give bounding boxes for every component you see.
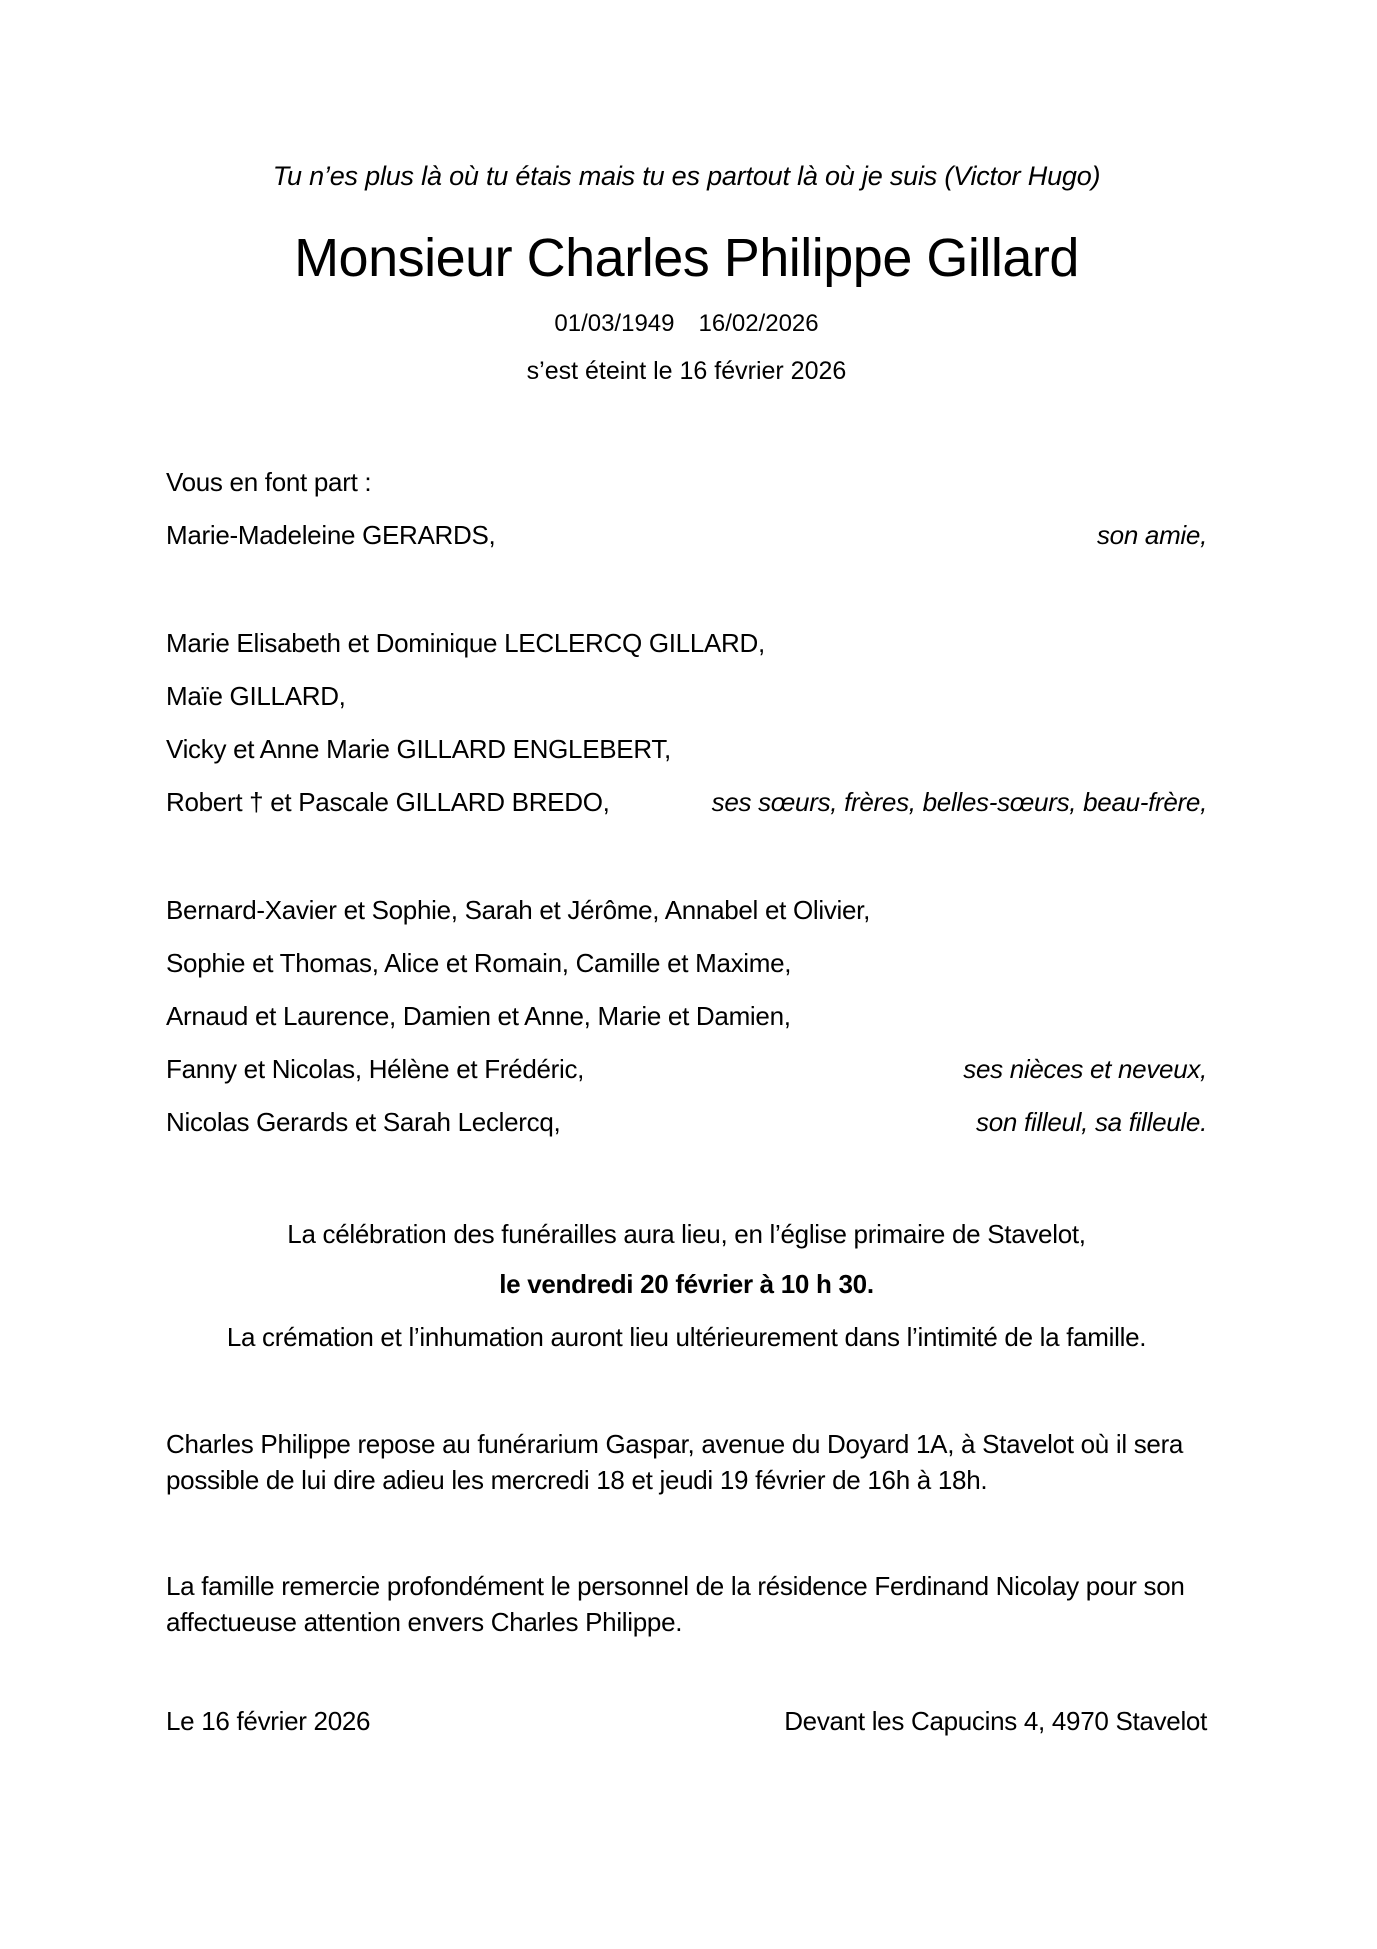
family-row [166,787,1207,817]
family-row [166,895,1207,925]
family-row [166,520,1207,550]
relation-label: son filleul, sa filleule. [976,1107,1207,1137]
relation-label: ses nièces et neveux, [963,1054,1207,1084]
death-announcement-line: s’est éteint le 16 février 2026 [526,357,847,385]
relation-label: son amie, [1096,520,1207,550]
family-members: Robert † et Pascale GILLARD BREDO, [166,787,610,817]
family-row [166,628,1207,658]
death-date: 16/02/2026 [698,310,819,337]
family-members: Nicolas Gerards et Sarah Leclercq, [166,1107,561,1137]
birth-date: 01/03/1949 [554,310,675,337]
family-members: Vicky et Anne Marie GILLARD ENGLEBERT, [166,734,671,764]
family-members: Maïe GILLARD, [166,681,346,711]
deceased-name-title: Monsieur Charles Philippe Gillard [294,228,1079,288]
memorial-quote: Tu n’es plus là où tu étais mais tu es partout là où je suis (Victor Hugo) [272,161,1101,191]
family-members: Fanny et Nicolas, Hélène et Frédéric, [166,1054,585,1084]
family-members: Marie Elisabeth et Dominique LECLERCQ GILLARD, [166,628,765,658]
announcement-intro: Vous en font part : [166,467,372,497]
footer-address: Devant les Capucins 4, 4970 Stavelot [784,1706,1207,1736]
footer [166,1706,1207,1736]
repose-line-1: Charles Philippe repose au funérarium Gaspar, avenue du Doyard 1A, à Stavelot où il sera [166,1429,1184,1459]
repose-line-2: possible de lui dire adieu les mercredi 18 et jeudi 19 février de 16h à 18h. [166,1465,988,1495]
footer-date: Le 16 février 2026 [166,1706,371,1736]
family-row [166,734,1207,764]
family-members: Arnaud et Laurence, Damien et Anne, Marie et Damien, [166,1001,791,1031]
family-row [166,948,1207,978]
thanks-line-2: affectueuse attention envers Charles Philippe. [166,1607,683,1637]
family-row [166,1001,1207,1031]
family-members: Bernard-Xavier et Sophie, Sarah et Jérôme, Annabel et Olivier, [166,895,871,925]
funeral-ceremony-line: La célébration des funérailles aura lieu, en l’église primaire de Stavelot, [287,1219,1086,1249]
repose-paragraph [166,1426,1207,1498]
family-members: Sophie et Thomas, Alice et Romain, Camille et Maxime, [166,948,792,978]
relation-label: ses sœurs, frères, belles-sœurs, beau-frère, [711,787,1207,817]
family-row [166,1107,1207,1137]
thanks-line-1: La famille remercie profondément le personnel de la résidence Ferdinand Nicolay pour son [166,1571,1185,1601]
family-row [166,1054,1207,1084]
funeral-datetime-line: le vendredi 20 février à 10 h 30. [499,1269,874,1299]
thanks-paragraph [166,1568,1207,1640]
family-members: Marie-Madeleine GERARDS, [166,520,496,550]
life-dates [166,310,1207,338]
family-row [166,681,1207,711]
cremation-line: La crémation et l’inhumation auront lieu ultérieurement dans l’intimité de la famille. [226,1322,1147,1352]
